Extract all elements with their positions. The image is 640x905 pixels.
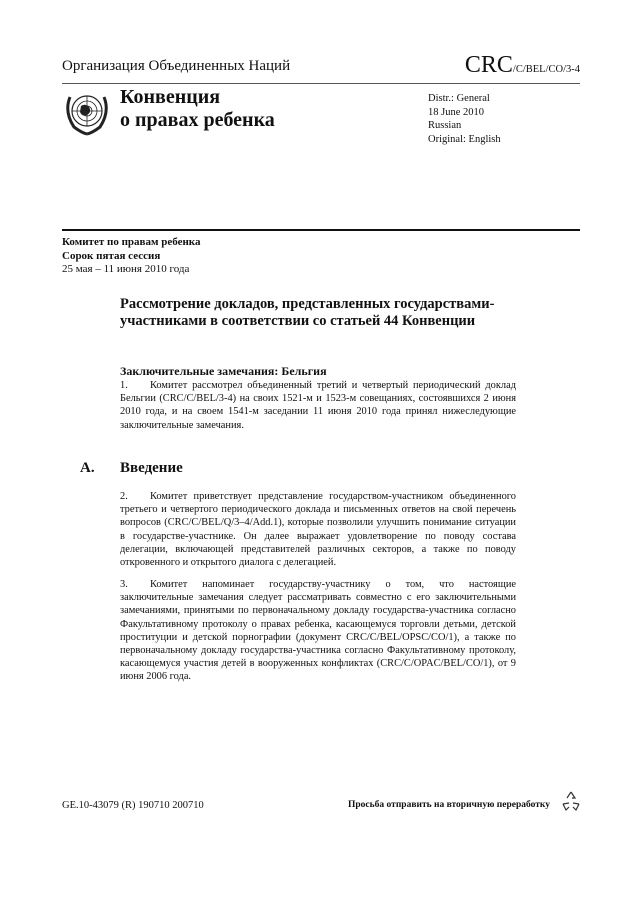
document-symbol xyxy=(465,52,580,79)
paragraph-number: 2. xyxy=(120,491,128,502)
committee-name: Комитет по правам ребенка xyxy=(62,236,201,248)
header-divider xyxy=(62,83,580,84)
distr-original: Original: English xyxy=(428,133,501,145)
committee-block xyxy=(62,236,200,277)
committee-session: Сорок пятая сессия xyxy=(62,249,161,262)
paragraph-number: 1. xyxy=(120,380,128,391)
organization-name: Организация Объединенных Наций xyxy=(62,58,291,74)
main-title: Рассмотрение докладов, представленных государствами-участниками в соответствии со статьей 44 Конвенции xyxy=(120,296,495,329)
convention-title xyxy=(120,86,275,132)
section-letter: A. xyxy=(80,460,95,476)
paragraph-2 xyxy=(120,490,516,569)
thick-divider xyxy=(62,229,580,231)
distr-line: Distr.: General xyxy=(428,93,490,104)
subtitle: Заключительные замечания: Бельгия xyxy=(120,364,327,378)
title-line-2: о правах ребенка xyxy=(120,109,275,131)
distr-date: 18 June 2010 xyxy=(428,106,484,118)
symbol-main: CRC xyxy=(464,52,513,78)
distr-language: Russian xyxy=(428,120,462,131)
paragraph-number: 3. xyxy=(120,579,128,590)
symbol-suffix: /C/BEL/CO/3-4 xyxy=(512,64,580,75)
section-title: Введение xyxy=(120,460,183,476)
un-emblem-icon xyxy=(62,87,112,137)
committee-dates: 25 мая – 11 июня 2010 года xyxy=(62,263,190,275)
job-number: GE.10-43079 (R) 190710 200710 xyxy=(62,800,204,811)
paragraph-1 xyxy=(120,379,516,432)
recycle-icon xyxy=(560,790,582,812)
paragraph-text: Комитет рассмотрел объединенный третий и четвертый периодический доклад Бельгии (CRC/C/BEL/3-4) на своих 1521-м и 1523-м совещаниях, состоявшихся 2 июня 2010 года, и на своем 1541-м заседании 11 июня 2010 года принял нижеследующие заключительные замечания. xyxy=(120,380,516,431)
recycle-note: Просьба отправить на вторичную переработку xyxy=(348,800,550,810)
paragraph-text: Комитет приветствует представление государством-участником объединенного третьего и четвертого периодического доклада и письменных ответов на свой перечень вопросов (CRC/C/BEL/Q/3–4/Add.1), которые позволили улучшить понимание ситуации в государстве-участнике. Он далее выражает удовлетворение по поводу состава делегации, включающей представителей различных секторов, а также по поводу откровенного и открытого диалога с делегацией. xyxy=(120,491,516,569)
paragraph-3 xyxy=(120,578,516,684)
distribution-info xyxy=(428,92,501,146)
paragraph-text: Комитет напоминает государству-участнику о том, что настоящие заключительные замечания следует рассматривать совместно с его заключительными замечаниями, принятыми по первоначальному докладу государства-участника согласно Факультативному протоколу о правах ребенка, касающемуся торговли детьми, детской проституции и детской порнографии (документ CRC/C/BEL/OPSC/CO/1), а также по первоначальному докладу государства-участника согласно Факультативному протоколу, касающемуся участия детей в вооруженных конфликтах (CRC/C/OPAC/BEL/CO/1), от 9 июня 2006 года. xyxy=(120,579,516,683)
title-line-1: Конвенция xyxy=(120,86,221,108)
